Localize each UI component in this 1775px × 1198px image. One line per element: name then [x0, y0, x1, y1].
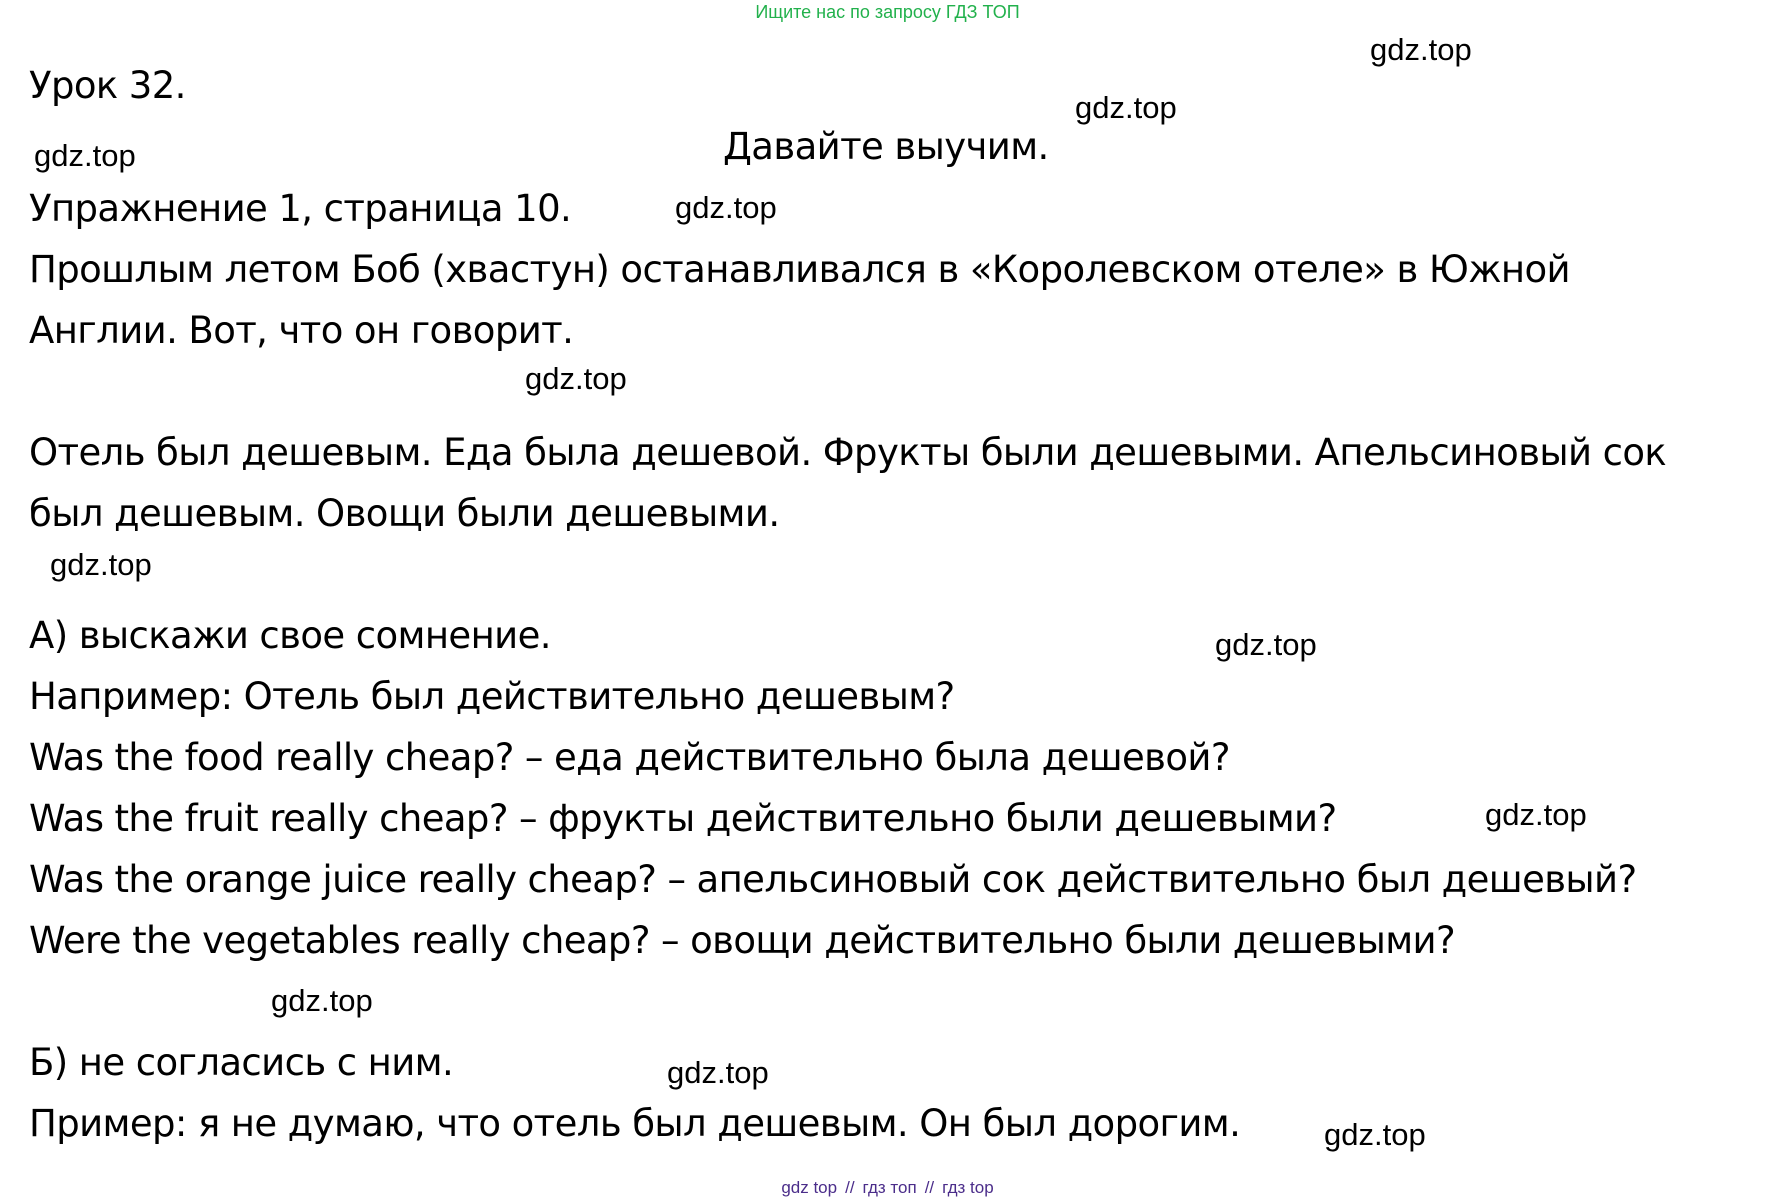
statement-text-line: Отель был дешевым. Еда была дешевой. Фрукты были дешевыми. Апельсиновый сок	[29, 431, 1667, 474]
watermark: gdz.top	[1370, 32, 1472, 67]
watermark: gdz.top	[525, 361, 627, 396]
watermark: gdz.top	[1324, 1117, 1426, 1152]
top-banner: Ищите нас по запросу ГДЗ ТОП	[755, 2, 1020, 22]
intro-text-line: Англии. Вот, что он говорит.	[29, 309, 574, 352]
answer-line: Was the food really cheap? – еда действительно была дешевой?	[29, 736, 1230, 779]
watermark: gdz.top	[50, 547, 152, 582]
footer-separator: //	[845, 1178, 855, 1197]
intro-text-line: Прошлым летом Боб (хвастун) останавливался в «Королевском отеле» в Южной	[29, 248, 1571, 291]
part-a-example: Например: Отель был действительно дешевым?	[29, 675, 955, 718]
part-b-example: Пример: я не думаю, что отель был дешевым. Он был дорогим.	[29, 1102, 1241, 1145]
answer-line: Were the vegetables really cheap? – овощи действительно были дешевыми?	[29, 919, 1455, 962]
lesson-subtitle: Давайте выучим.	[723, 125, 1049, 168]
footer-link[interactable]: гдз top	[942, 1178, 994, 1197]
footer-separator: //	[924, 1178, 935, 1197]
footer-link[interactable]: гдз топ	[862, 1178, 917, 1197]
watermark: gdz.top	[675, 190, 777, 225]
exercise-heading: Упражнение 1, страница 10.	[29, 187, 572, 230]
watermark: gdz.top	[271, 983, 373, 1018]
part-b-heading: Б) не согласись с ним.	[29, 1041, 454, 1084]
watermark: gdz.top	[1485, 797, 1587, 832]
footer-link[interactable]: gdz top	[781, 1178, 838, 1197]
watermark: gdz.top	[667, 1055, 769, 1090]
watermark: gdz.top	[1215, 627, 1317, 662]
watermark: gdz.top	[1075, 90, 1177, 125]
part-a-heading: А) выскажи свое сомнение.	[29, 614, 551, 657]
statement-text-line: был дешевым. Овощи были дешевыми.	[29, 492, 780, 535]
watermark: gdz.top	[34, 138, 136, 173]
answer-line: Was the orange juice really cheap? – апельсиновый сок действительно был дешевый?	[29, 858, 1637, 901]
lesson-title: Урок 32.	[29, 64, 186, 107]
footer-links	[0, 1178, 1775, 1198]
answer-line: Was the fruit really cheap? – фрукты действительно были дешевыми?	[29, 797, 1337, 840]
